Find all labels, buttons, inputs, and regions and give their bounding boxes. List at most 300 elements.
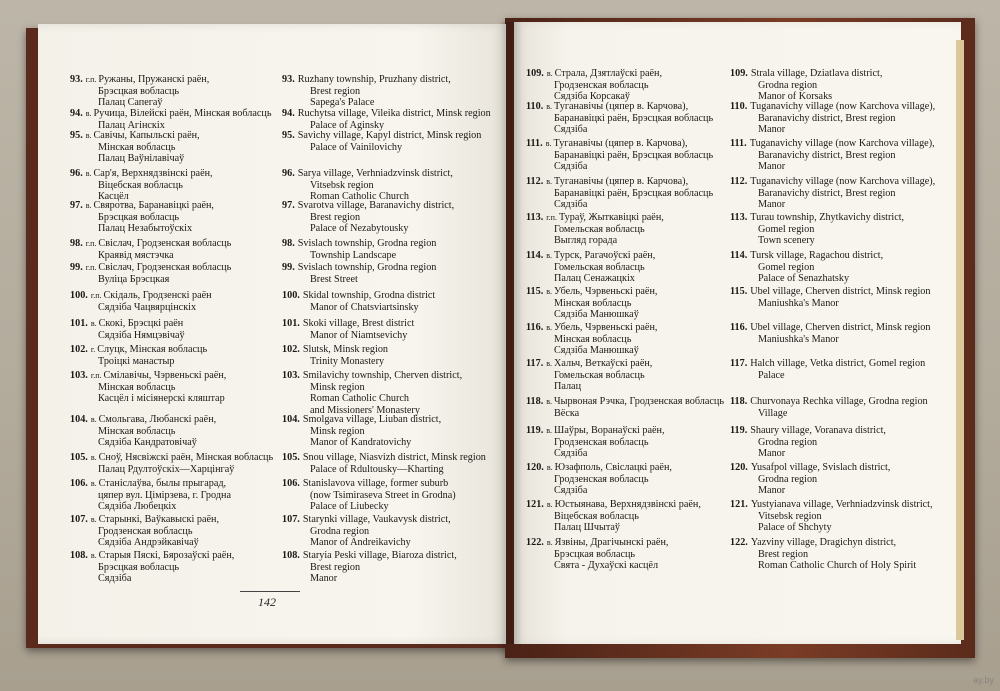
caption-line: Grodna region xyxy=(758,473,818,485)
caption-line: Мінская вобласць xyxy=(554,297,632,309)
caption-line: Гомельская вобласць xyxy=(554,261,645,273)
caption-entry xyxy=(730,212,945,247)
caption-number: 95. xyxy=(70,130,83,141)
caption-first-line xyxy=(282,318,487,330)
caption-number: 98. xyxy=(282,238,295,249)
caption-text: Свіслач, Гродзенская вобласць xyxy=(98,262,232,273)
caption-prefix: в. xyxy=(90,319,97,328)
caption-line: Мінская вобласць xyxy=(554,333,632,345)
caption-first-line xyxy=(526,537,731,549)
caption-number: 115. xyxy=(730,286,748,297)
caption-line: Палац xyxy=(554,381,582,392)
caption-prefix: в. xyxy=(546,397,553,406)
caption-text: Савічы, Капыльскі раён, xyxy=(93,130,200,141)
caption-text: Смілавічы, Чэрвеньскі раён, xyxy=(103,370,227,381)
caption-number: 94. xyxy=(70,108,83,119)
caption-text: Чырвоная Рэчка, Гродзенская вобласць xyxy=(554,396,724,407)
caption-first-line xyxy=(282,238,487,250)
caption-number: 97. xyxy=(70,200,83,211)
caption-number: 106. xyxy=(282,478,300,489)
caption-line: Выгляд горада xyxy=(554,235,618,246)
caption-first-line xyxy=(730,537,945,549)
caption-text: Туганавічы (цяпер в. Карчова), xyxy=(554,101,689,112)
caption-text: Svislach township, Grodna region xyxy=(297,238,437,249)
caption-first-line xyxy=(70,200,275,212)
caption-entry xyxy=(282,108,491,131)
caption-text: Туганавічы (цяпер в. Карчова), xyxy=(553,138,688,149)
caption-number: 105. xyxy=(282,452,300,463)
caption-entry xyxy=(70,370,275,405)
caption-text: Yusafpol village, Svislach district, xyxy=(750,462,891,473)
caption-entry xyxy=(526,462,731,497)
caption-line: Maniushka's Manor xyxy=(758,297,839,309)
caption-first-line xyxy=(282,200,487,212)
caption-line: Краявід мястэчка xyxy=(98,249,174,261)
caption-line: Сядзіба Кандратовічаў xyxy=(98,437,197,448)
caption-first-line xyxy=(526,396,731,408)
caption-line: Віцебская вобласць xyxy=(554,510,639,522)
caption-entry xyxy=(282,238,487,261)
caption-number: 112. xyxy=(730,176,748,187)
caption-entry xyxy=(70,414,275,449)
caption-line: Гомельская вобласць xyxy=(554,369,645,381)
caption-line: Сядзіба Андрэйкавічаў xyxy=(98,537,199,548)
caption-prefix: в. xyxy=(546,69,553,78)
caption-text: Ruzhany township, Pruzhany district, xyxy=(297,74,451,85)
caption-number: 116. xyxy=(526,322,544,333)
page-number-rule xyxy=(240,591,300,592)
caption-line: Palace of Nezabytousky xyxy=(310,223,409,234)
caption-line: Сядзіба Манюшкаў xyxy=(554,345,639,356)
caption-number: 110. xyxy=(730,101,748,112)
caption-entry xyxy=(526,358,731,393)
caption-text: Ружаны, Пружанскі раён, xyxy=(98,74,210,85)
caption-line: Manor of Kandratovichy xyxy=(310,437,412,448)
caption-entry xyxy=(70,262,275,285)
caption-first-line xyxy=(730,462,945,474)
caption-text: Churvonaya Rechka village, Grodna region xyxy=(750,396,928,407)
caption-text: Смольгава, Любанскі раён, xyxy=(98,414,217,425)
caption-text: Tuganavichy village (now Karchova village), xyxy=(750,176,936,187)
caption-entry xyxy=(70,514,275,549)
caption-text: Smolgava village, Liuban district, xyxy=(302,414,442,425)
caption-entry xyxy=(526,537,731,572)
caption-line: Palace of Rdultousky—Kharting xyxy=(310,463,444,475)
caption-text: Ubel village, Cherven district, Minsk region xyxy=(750,322,931,333)
caption-line: Grodna region xyxy=(310,525,370,537)
caption-first-line xyxy=(282,130,487,142)
caption-prefix: в. xyxy=(545,139,552,148)
caption-text: Слуцк, Мінская вобласць xyxy=(97,344,208,355)
caption-first-line xyxy=(70,414,275,426)
caption-line: Сядзіба xyxy=(554,161,588,172)
caption-first-line xyxy=(282,108,491,120)
caption-text: Svarotva village, Baranavichy district, xyxy=(297,200,455,211)
caption-text: Skoki village, Brest district xyxy=(302,318,415,329)
caption-text: Шаўры, Воранаўскі раён, xyxy=(554,425,665,436)
caption-line: Village xyxy=(758,407,788,419)
caption-entry xyxy=(526,425,731,460)
caption-line: Сядзіба xyxy=(98,573,132,584)
caption-first-line xyxy=(70,130,275,142)
caption-entry xyxy=(730,101,945,136)
caption-text: Юзафполь, Свіслацкі раён, xyxy=(554,462,672,473)
caption-number: 104. xyxy=(282,414,300,425)
page-edge xyxy=(956,40,964,640)
caption-line: Свята - Духаўскі касцёл xyxy=(554,560,659,571)
caption-number: 106. xyxy=(70,478,88,489)
caption-line: Палац Шчытаў xyxy=(554,522,621,533)
caption-line: Brest region xyxy=(310,211,361,223)
caption-number: 122. xyxy=(730,537,748,548)
caption-number: 113. xyxy=(730,212,748,223)
caption-line: Brest region xyxy=(310,85,361,97)
caption-text: Старыя Пяскі, Бярозаўскі раён, xyxy=(98,550,235,561)
caption-entry xyxy=(526,68,731,103)
caption-line: Palace of Aginsky xyxy=(310,119,385,131)
caption-line: Сядзіба Любецкіх xyxy=(98,501,177,512)
caption-line: Мінская вобласць xyxy=(98,425,176,437)
caption-line: Сядзіба Нямцэвічаў xyxy=(98,329,185,341)
caption-line: Гродзенская вобласць xyxy=(554,473,649,485)
caption-line: Maniushka's Manor xyxy=(758,333,839,345)
caption-text: Хальч, Веткаўскі раён, xyxy=(554,358,653,369)
caption-number: 119. xyxy=(526,425,544,436)
caption-prefix: в. xyxy=(90,415,97,424)
caption-prefix: г.п. xyxy=(85,239,97,248)
caption-prefix: в. xyxy=(546,426,553,435)
caption-first-line xyxy=(526,212,731,224)
caption-line: Manor xyxy=(310,573,338,584)
caption-prefix: в. xyxy=(90,551,97,560)
caption-line: (now Tsimiraseva Street in Grodna) xyxy=(310,489,456,501)
caption-number: 113. xyxy=(526,212,544,223)
caption-text: Savichy village, Kapyl district, Minsk region xyxy=(297,130,482,141)
caption-text: Сноў, Нясвіжскі раён, Мінская вобласць xyxy=(98,452,274,463)
caption-prefix: в. xyxy=(546,323,553,332)
caption-entry xyxy=(282,452,487,475)
caption-entry xyxy=(70,344,275,367)
book-gutter xyxy=(500,22,522,644)
caption-entry xyxy=(282,262,487,285)
caption-first-line xyxy=(730,138,945,150)
caption-number: 96. xyxy=(70,168,83,179)
caption-number: 93. xyxy=(282,74,295,85)
caption-prefix: г.п. xyxy=(90,371,102,380)
caption-line: Palace xyxy=(758,369,785,381)
caption-number: 119. xyxy=(730,425,748,436)
caption-line: Сядзіба Чацвярцінскіх xyxy=(98,301,197,313)
caption-text: Tuganavichy village (now Karchova village), xyxy=(749,138,935,149)
caption-text: Убель, Чэрвеньскі раён, xyxy=(554,286,658,297)
caption-first-line xyxy=(730,212,945,224)
caption-first-line xyxy=(282,414,487,426)
caption-text: Сар'я, Верхнядзвінскі раён, xyxy=(93,168,213,179)
caption-text: Язвіны, Драгічынскі раён, xyxy=(554,537,669,548)
caption-entry xyxy=(730,250,945,285)
caption-number: 98. xyxy=(70,238,83,249)
caption-text: Свяротва, Баранавіцкі раён, xyxy=(93,200,214,211)
caption-line: Сядзіба xyxy=(554,485,588,496)
caption-first-line xyxy=(70,344,275,356)
caption-entry xyxy=(526,250,731,285)
caption-line: Manor of Andreikavichy xyxy=(310,537,411,548)
caption-line: Manor xyxy=(758,485,786,496)
caption-line: Гродзенская вобласць xyxy=(554,79,649,91)
caption-text: Starynki village, Vaukavysk district, xyxy=(302,514,451,525)
caption-line: Brest region xyxy=(758,548,809,560)
caption-number: 109. xyxy=(730,68,748,79)
caption-text: Тураў, Жыткавіцкі раён, xyxy=(558,212,664,223)
caption-first-line xyxy=(282,514,487,526)
caption-line: Manor xyxy=(758,161,786,172)
caption-first-line xyxy=(70,514,275,526)
caption-text: Старынкі, Ваўкавыскі раён, xyxy=(98,514,219,525)
caption-entry xyxy=(282,290,487,313)
caption-entry xyxy=(730,322,945,345)
caption-entry xyxy=(70,550,275,585)
caption-number: 101. xyxy=(282,318,300,329)
caption-number: 99. xyxy=(282,262,295,273)
caption-first-line xyxy=(70,478,275,490)
caption-first-line xyxy=(730,396,945,408)
caption-text: Sarya village, Verhniadzvinsk district, xyxy=(297,168,453,179)
caption-text: Shaury village, Voranava district, xyxy=(750,425,886,436)
caption-text: Юстыянава, Верхнядзвінскі раён, xyxy=(554,499,701,510)
caption-text: Halch village, Vetka district, Gomel region xyxy=(750,358,926,369)
caption-number: 96. xyxy=(282,168,295,179)
caption-text: Убель, Чэрвеньскі раён, xyxy=(554,322,658,333)
caption-number: 121. xyxy=(730,499,748,510)
caption-line: Мінская вобласць xyxy=(98,141,176,153)
caption-first-line xyxy=(730,68,945,80)
caption-line: Township Landscape xyxy=(310,249,397,261)
caption-line: Sapega's Palace xyxy=(310,97,375,108)
caption-entry xyxy=(730,138,945,173)
caption-number: 116. xyxy=(730,322,748,333)
caption-text: Skidal township, Grodna district xyxy=(302,290,436,301)
caption-prefix: в. xyxy=(546,538,553,547)
caption-line: Baranavichy district, Brest region xyxy=(758,149,896,161)
caption-prefix: в. xyxy=(546,359,553,368)
caption-first-line xyxy=(526,358,731,370)
caption-line: Roman Catholic Church xyxy=(310,191,410,202)
caption-line: Касцёл xyxy=(98,191,129,202)
caption-first-line xyxy=(526,286,731,298)
caption-prefix: в. xyxy=(90,479,97,488)
caption-prefix: в. xyxy=(90,453,97,462)
caption-first-line xyxy=(70,370,275,382)
caption-first-line xyxy=(282,74,487,86)
caption-line: Палац Сенажацкіх xyxy=(554,273,635,284)
caption-line: Gomel region xyxy=(758,261,815,273)
caption-first-line xyxy=(526,499,731,511)
caption-number: 108. xyxy=(282,550,300,561)
caption-line: Віцебская вобласць xyxy=(98,179,183,191)
caption-text: Stanislavova village, former suburb xyxy=(302,478,449,489)
caption-number: 101. xyxy=(70,318,88,329)
caption-text: Турск, Рагачоўскі раён, xyxy=(554,250,656,261)
caption-text: Скідаль, Гродзенскі раён xyxy=(103,290,212,301)
caption-number: 121. xyxy=(526,499,544,510)
caption-text: Tuganavichy village (now Karchova village), xyxy=(750,101,936,112)
caption-entry xyxy=(282,200,487,235)
caption-prefix: в. xyxy=(85,169,92,178)
caption-text: Smilavichy township, Cherven district, xyxy=(302,370,463,381)
caption-number: 114. xyxy=(730,250,748,261)
caption-entry xyxy=(70,108,275,131)
caption-text: Staryia Peski village, Biaroza district, xyxy=(302,550,457,561)
caption-line: Палац Сапегаў xyxy=(98,97,163,108)
caption-first-line xyxy=(730,250,945,262)
caption-prefix: г.п. xyxy=(546,213,557,222)
caption-entry xyxy=(526,286,731,321)
caption-line: Брэсцкая вобласць xyxy=(98,211,180,223)
caption-first-line xyxy=(70,262,275,274)
caption-number: 112. xyxy=(526,176,544,187)
caption-line: Вуліца Брэсцкая xyxy=(98,273,170,285)
caption-entry xyxy=(730,462,945,497)
caption-number: 93. xyxy=(70,74,83,85)
caption-line: Brest Street xyxy=(310,273,358,285)
caption-entry xyxy=(730,176,945,211)
caption-text: Yazviny village, Dragichyn district, xyxy=(750,537,897,548)
caption-prefix: г. xyxy=(90,345,96,354)
caption-line: Palace of Vainilovichy xyxy=(310,141,403,153)
caption-first-line xyxy=(70,238,275,250)
caption-entry xyxy=(282,550,487,585)
caption-prefix: в. xyxy=(546,102,553,111)
caption-first-line xyxy=(526,462,731,474)
caption-line: Manor xyxy=(758,199,786,210)
caption-text: Yustyianava village, Verhniadzvinsk district, xyxy=(750,499,933,510)
caption-entry xyxy=(70,318,275,341)
caption-entry xyxy=(70,452,275,475)
caption-entry xyxy=(526,499,731,534)
caption-entry xyxy=(730,68,945,103)
caption-line: Manor of Chatsviartsinsky xyxy=(310,301,419,313)
caption-prefix: г.п. xyxy=(85,263,97,272)
caption-line: Manor of Niamtsevichy xyxy=(310,329,408,341)
caption-first-line xyxy=(730,176,945,188)
caption-number: 102. xyxy=(282,344,300,355)
caption-line: Minsk region xyxy=(310,381,365,393)
caption-entry xyxy=(730,425,945,460)
caption-first-line xyxy=(282,452,487,464)
caption-prefix: в. xyxy=(85,201,92,210)
caption-line: Касцёл і місіянерскі кляштар xyxy=(98,393,225,404)
caption-line: Grodna region xyxy=(758,436,818,448)
caption-prefix: в. xyxy=(546,287,553,296)
caption-line: Palace of Liubecky xyxy=(310,501,389,512)
caption-number: 97. xyxy=(282,200,295,211)
caption-number: 94. xyxy=(282,108,295,119)
caption-text: Strala village, Dziatlava district, xyxy=(750,68,883,79)
caption-first-line xyxy=(526,176,731,188)
caption-text: Ручица, Вілейскі раён, Мінская вобласць xyxy=(93,108,272,119)
caption-number: 108. xyxy=(70,550,88,561)
caption-first-line xyxy=(526,322,731,334)
caption-line: Gomel region xyxy=(758,223,815,235)
caption-line: Сядзіба xyxy=(554,199,588,210)
caption-first-line xyxy=(526,101,731,113)
caption-first-line xyxy=(526,68,731,80)
caption-text: Станіслаўва, былы прыгарад, xyxy=(98,478,227,489)
caption-text: Tursk village, Ragachou district, xyxy=(750,250,884,261)
caption-line: Vitsebsk region xyxy=(758,510,822,522)
caption-line: Baranavichy district, Brest region xyxy=(758,112,896,124)
caption-first-line xyxy=(282,262,487,274)
caption-number: 100. xyxy=(70,290,88,301)
caption-entry xyxy=(282,370,487,416)
caption-line: Вёска xyxy=(554,407,580,419)
caption-prefix: в. xyxy=(546,500,553,509)
caption-first-line xyxy=(282,290,487,302)
caption-line: Брэсцкая вобласць xyxy=(98,561,180,573)
caption-text: Ubel village, Cherven district, Minsk region xyxy=(750,286,931,297)
caption-line: Grodna region xyxy=(758,79,818,91)
caption-first-line xyxy=(730,358,945,370)
caption-entry xyxy=(70,290,275,313)
caption-number: 120. xyxy=(526,462,544,473)
caption-text: Туганавічы (цяпер в. Карчова), xyxy=(554,176,689,187)
caption-line: Brest region xyxy=(310,561,361,573)
caption-entry xyxy=(70,130,275,165)
caption-line: Баранавіцкі раён, Брэсцкая вобласць xyxy=(554,112,714,124)
caption-first-line xyxy=(282,370,487,382)
caption-line: Палац Рдултоўскіх—Харцінгаў xyxy=(98,463,235,475)
caption-first-line xyxy=(282,550,487,562)
page-number: 142 xyxy=(258,595,276,609)
caption-first-line xyxy=(730,499,945,511)
caption-line: Manor xyxy=(758,124,786,135)
caption-entry xyxy=(730,537,945,572)
caption-entry xyxy=(526,176,731,211)
caption-number: 118. xyxy=(526,396,544,407)
caption-first-line xyxy=(70,108,275,120)
caption-line: Manor xyxy=(758,448,786,459)
caption-line: Сядзіба xyxy=(554,124,588,135)
caption-entry xyxy=(70,74,275,109)
caption-prefix: г.п. xyxy=(90,291,102,300)
caption-first-line xyxy=(526,250,731,262)
caption-entry xyxy=(282,74,487,109)
caption-line: Vitsebsk region xyxy=(310,179,374,191)
caption-line: Брэсцкая вобласць xyxy=(98,85,180,97)
watermark: ay.by xyxy=(973,675,994,685)
caption-text: Ruchytsa village, Vileika district, Minsk region xyxy=(297,108,491,119)
caption-line: Гродзенская вобласць xyxy=(554,436,649,448)
caption-line: Гомельская вобласць xyxy=(554,223,645,235)
caption-number: 115. xyxy=(526,286,544,297)
caption-line: Гродзенская вобласць xyxy=(98,525,193,537)
caption-line: Manor of Korsaks xyxy=(758,91,833,102)
caption-first-line xyxy=(730,286,945,298)
caption-number: 95. xyxy=(282,130,295,141)
caption-first-line xyxy=(70,74,275,86)
caption-entry xyxy=(282,478,487,513)
caption-entry xyxy=(526,212,731,247)
caption-number: 122. xyxy=(526,537,544,548)
caption-entry xyxy=(526,101,731,136)
caption-number: 117. xyxy=(526,358,544,369)
caption-text: Turau township, Zhytkavichy district, xyxy=(750,212,905,223)
caption-entry xyxy=(282,414,487,449)
caption-first-line xyxy=(282,344,487,356)
caption-line: and Missioners' Monastery xyxy=(310,404,420,416)
caption-first-line xyxy=(70,318,275,330)
caption-first-line xyxy=(282,478,487,490)
